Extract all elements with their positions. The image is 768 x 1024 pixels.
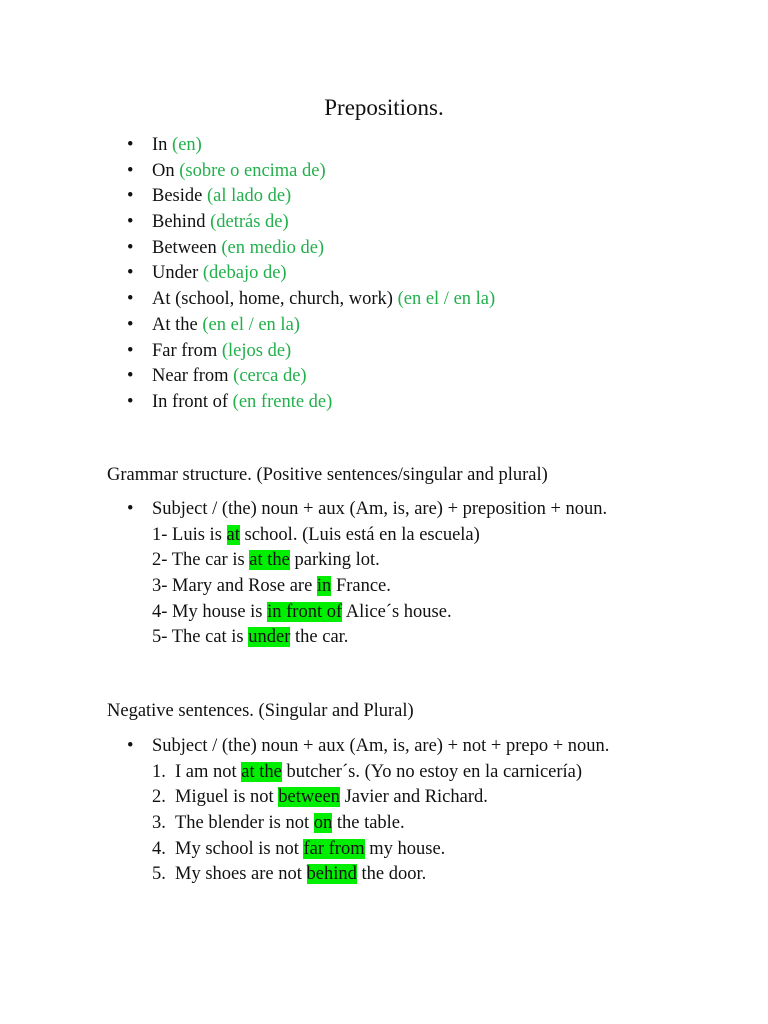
- negative-heading: Negative sentences. (Singular and Plural): [107, 701, 414, 721]
- sentence-start: I am not: [175, 761, 237, 782]
- bullet: •: [127, 186, 134, 207]
- highlighted-preposition: at: [226, 524, 240, 545]
- structure-formula: Subject / (the) noun + aux (Am, is, are) + preposition + noun.: [152, 499, 608, 519]
- preposition-word: Between: [152, 237, 217, 258]
- preposition-translation: (en medio de): [221, 237, 325, 258]
- bullet: •: [127, 263, 134, 284]
- preposition-translation: (detrás de): [210, 212, 289, 233]
- sentence-start: The car is: [171, 550, 245, 571]
- preposition-word: In front of: [152, 391, 229, 412]
- preposition-translation: (en el / en la): [202, 314, 300, 335]
- sentence-start: Luis is: [172, 524, 222, 545]
- highlighted-preposition: far from: [303, 838, 365, 859]
- bullet: •: [127, 289, 134, 310]
- preposition-word: Behind: [152, 212, 206, 233]
- example-number: 1-: [152, 524, 168, 545]
- bullet: •: [127, 314, 134, 335]
- sentence-start: Mary and Rose are: [172, 576, 313, 597]
- highlighted-preposition: under: [248, 627, 291, 648]
- sentence-start: My house is: [172, 601, 263, 622]
- bullet: •: [127, 212, 134, 233]
- preposition-word: Beside: [152, 186, 203, 207]
- preposition-word: Near from: [152, 366, 229, 387]
- preposition-translation: (al lado de): [206, 186, 292, 207]
- sentence-start: The cat is: [171, 627, 244, 648]
- highlighted-preposition: in front of: [267, 601, 343, 622]
- sentence-start: My shoes are not: [175, 864, 302, 885]
- bullet: •: [127, 736, 134, 756]
- bullet: •: [127, 366, 134, 387]
- bullet: •: [127, 135, 134, 155]
- example-number: 3-: [152, 576, 168, 597]
- bullet: •: [127, 340, 134, 361]
- example-number: 2-: [152, 550, 168, 571]
- sentence-end: parking lot.: [294, 550, 380, 571]
- example-number: 5.: [152, 864, 166, 885]
- sentence-end: butcher´s. (Yo no estoy en la carnicería): [286, 761, 583, 782]
- preposition-translation: (sobre o encima de): [179, 160, 326, 181]
- bullet: •: [127, 391, 134, 412]
- bullet: •: [127, 499, 134, 519]
- sentence-end: France.: [335, 576, 391, 597]
- preposition-translation: (en frente de): [232, 391, 333, 412]
- sentence-end: the door.: [361, 864, 427, 885]
- sentence-start: The blender is not: [175, 813, 310, 834]
- example-number: 1.: [152, 761, 166, 782]
- preposition-word: In: [152, 135, 168, 155]
- sentence-end: Alice´s house.: [345, 601, 452, 622]
- highlighted-preposition: between: [278, 787, 340, 808]
- page-title: Prepositions.: [324, 95, 444, 120]
- preposition-translation: (en el / en la): [397, 289, 496, 310]
- highlighted-preposition: at the: [241, 761, 282, 782]
- sentence-start: My school is not: [175, 838, 299, 859]
- sentence-end: my house.: [369, 838, 446, 859]
- sentence-end: Javier and Richard.: [344, 787, 488, 808]
- bullet: •: [127, 160, 134, 181]
- preposition-word: Under: [152, 263, 199, 284]
- highlighted-preposition: on: [313, 813, 333, 834]
- preposition-translation: (lejos de): [221, 340, 292, 361]
- structure-formula: Subject / (the) noun + aux (Am, is, are) + not + prepo + noun.: [152, 736, 610, 756]
- bullet: •: [127, 237, 134, 258]
- preposition-word: On: [152, 160, 175, 181]
- sentence-start: Miguel is not: [175, 787, 274, 808]
- example-number: 3.: [152, 813, 166, 834]
- example-number: 2.: [152, 787, 166, 808]
- preposition-word: Far from: [152, 340, 218, 361]
- positive-heading: Grammar structure. (Positive sentences/singular and plural): [107, 465, 548, 485]
- preposition-word: At the: [152, 314, 198, 335]
- preposition-word: At (school, home, church, work): [152, 289, 393, 310]
- example-number: 4.: [152, 838, 166, 859]
- sentence-end: the table.: [336, 813, 405, 834]
- preposition-translation: (debajo de): [202, 263, 287, 284]
- example-number: 5-: [152, 627, 168, 648]
- preposition-translation: (cerca de): [233, 366, 307, 387]
- preposition-translation: (en): [172, 135, 202, 155]
- sentence-end: school. (Luis está en la escuela): [244, 524, 480, 545]
- highlighted-preposition: at the: [249, 550, 290, 571]
- highlighted-preposition: in: [316, 576, 332, 597]
- sentence-end: the car.: [295, 627, 349, 648]
- highlighted-preposition: behind: [306, 864, 357, 885]
- example-number: 4-: [152, 601, 168, 622]
